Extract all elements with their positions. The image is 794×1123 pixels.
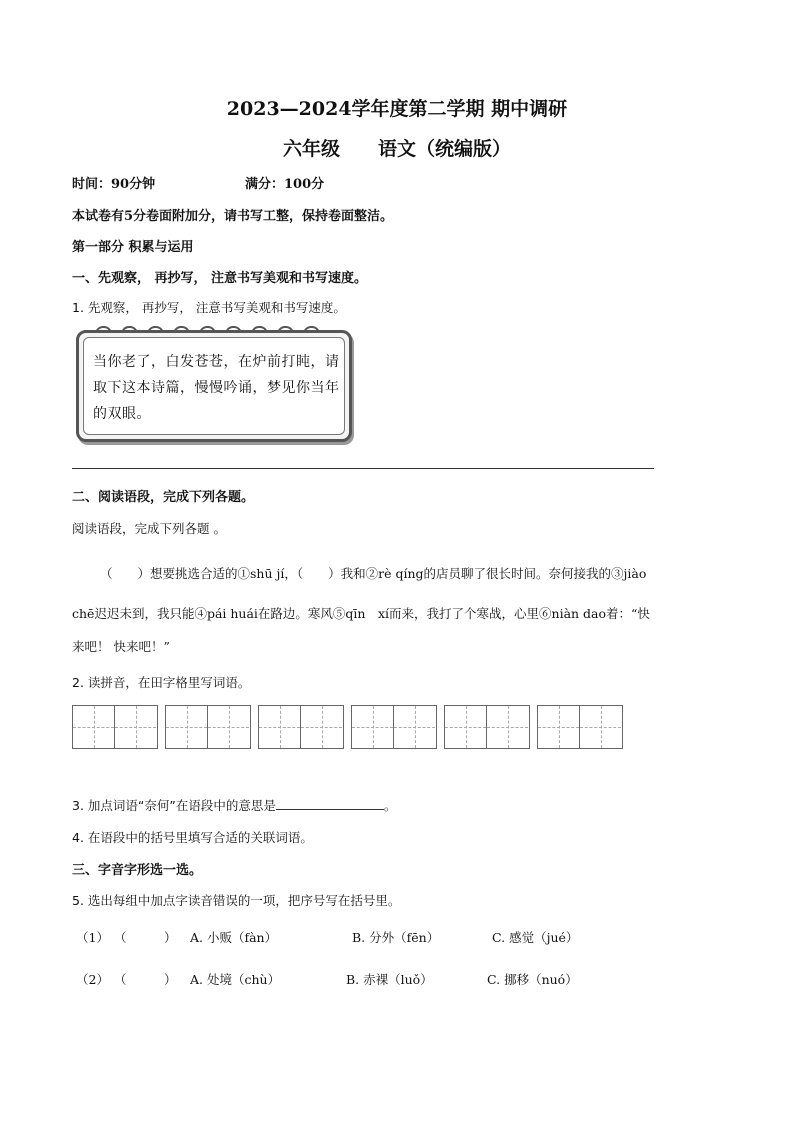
passage-line-1: （ ）想要挑选合适的①shū jí，（ ）我和②rè qíng的店员聊了很长时间。奈何接我的③jiào <box>100 566 647 581</box>
passage-line-2: chē迟迟未到，我只能④pái huái在路边。寒风⑤qīn xí而来，我打了个寒战，心里⑥niàn dao着：“快 <box>72 606 650 621</box>
section1-title: 一、先观察， 再抄写， 注意书写美观和书写速度。 <box>72 271 368 286</box>
part1-title: 第一部分 积累与运用 <box>72 240 194 255</box>
question-3 <box>72 796 396 814</box>
section3-title: 三、字音字形选一选。 <box>72 863 203 878</box>
passage-line-3: 来吧！ 快来吧！” <box>72 639 170 654</box>
question-3-end: 。 <box>383 798 397 813</box>
time-label: 时间：90分钟 <box>72 177 156 192</box>
question-3-text: 3. 加点词语“奈何”在语段中的意思是 <box>72 798 276 813</box>
tianzige-box-4[interactable] <box>351 705 437 749</box>
question-1: 1. 先观察， 再抄写， 注意书写美观和书写速度。 <box>72 300 346 315</box>
exam-title: 2023—2024学年度第二学期 期中调研 <box>226 98 568 120</box>
option-row-2-b: B. 赤裸（luǒ） <box>346 972 433 987</box>
tianzige-box-1[interactable] <box>72 705 158 749</box>
copy-answer-line[interactable] <box>72 468 654 469</box>
option-row-2-a: A. 处境（chù） <box>190 972 281 987</box>
option-row-1-c: C. 感觉（jué） <box>492 930 579 945</box>
option-row-1-bracket[interactable]: （ ） <box>114 930 177 945</box>
option-row-1-a: A. 小贩（fàn） <box>190 930 278 945</box>
section2-title: 二、阅读语段，完成下列各题。 <box>72 490 255 505</box>
option-row-2-bracket[interactable]: （ ） <box>114 972 177 987</box>
tianzige-box-6[interactable] <box>537 705 623 749</box>
copy-text: 当你老了，白发苍苍，在炉前打盹，请取下这本诗篇，慢慢吟诵，梦见你当年的双眼。 <box>93 354 340 422</box>
question-3-blank[interactable] <box>276 797 384 810</box>
tianzige-box-3[interactable] <box>258 705 344 749</box>
option-row-1-num: （1） <box>76 930 109 945</box>
question-4: 4. 在语段中的括号里填写合适的关联词语。 <box>72 830 313 845</box>
option-row-2-num: （2） <box>76 972 109 987</box>
question-2: 2. 读拼音，在田字格里写词语。 <box>72 675 251 690</box>
option-row-1-b: B. 分外（fēn） <box>352 930 440 945</box>
question-5: 5. 选出每组中加点字读音错误的一项，把序号写在括号里。 <box>72 893 401 908</box>
neatness-note: 本试卷有5分卷面附加分，请书写工整，保持卷面整洁。 <box>72 209 394 224</box>
notebook-card <box>76 330 352 442</box>
reading-intro: 阅读语段，完成下列各题 。 <box>72 521 226 536</box>
tianzige-box-2[interactable] <box>165 705 251 749</box>
option-row-2-c: C. 挪移（nuó） <box>487 972 578 987</box>
tianzige-box-5[interactable] <box>444 705 530 749</box>
exam-subtitle: 六年级 语文（统编版） <box>282 138 511 160</box>
score-label: 满分：100分 <box>245 177 325 192</box>
